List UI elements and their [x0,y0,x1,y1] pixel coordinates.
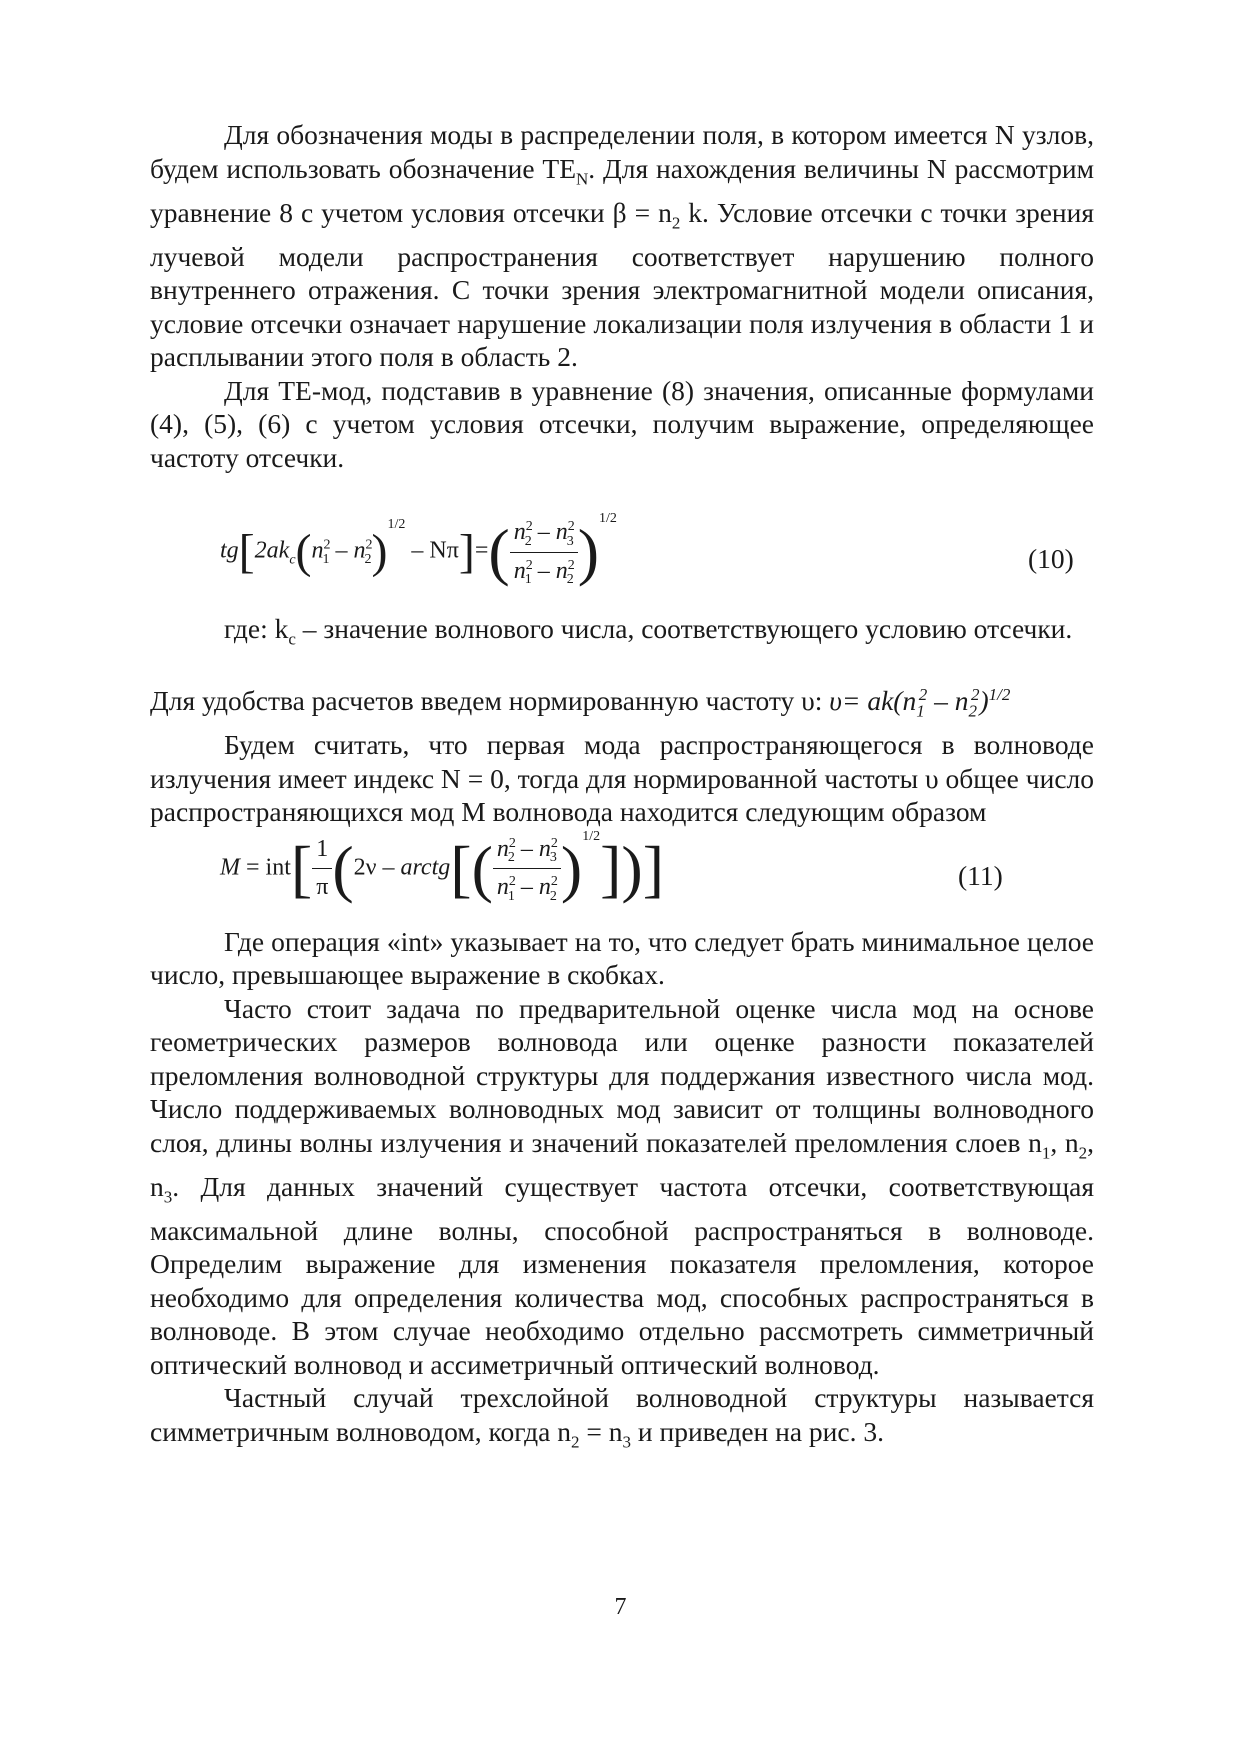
equation-10 [150,512,1094,606]
page-number: 7 [614,1594,627,1620]
equation-11-number: (11) [958,859,1003,891]
equation-10-number: (10) [1028,543,1074,574]
equation-11-expression: M = int[ $\frac{1}{\pi}$ (2ν – arctg[( $\frac{n^2_2 - n^2_3}{n^2_1 - n^2_2}$ )$^{1/2}$])] [220,829,665,904]
paragraph-int-operation: Где операция «int» указывает на то, что следует брать минимальное целое число, превышающее выражение в скобках. [150,925,1094,991]
equation-10-fraction: $\frac{n^2_2 - n^2_3}{n^2_1 - n^2_2}$ [510,516,578,588]
paragraph-mode-estimation: Часто стоит задача по предварительной оценке числа мод на основе геометрических размеров волновода или оценке разности показателей преломления волноводной структуры для поддержания известного числа мод. Число поддерживаемых волноводных мод зависит от толщины волноводного слоя, длины волны излучения и значений показателей преломления слоев $n_1$, $n_2$, $n_3$. Для данных значений существует частота отсечки, соответствующая максимальной длине волны, способной распространяться в волноводе. Определим выражение для изменения показателя преломления, которое необходимо для определения количества мод, способных распространяться в волноводе. В этом случае необходимо отдельно рассмотреть симметричный оптический волновод и ассиметричный оптический волновод. [150,992,1095,1380]
normalized-frequency-line: Для удобства расчетов введем нормированную частоту υ: $\upsilon= ak(n_1^2 - n_2^2)^{1/2}$ [150,685,1011,721]
where-kc-line: где: $k_c$ – значение волнового числа, соответствующего условию отсечки. [224,613,1073,649]
page-body [150,118,1094,1459]
paragraph-te-modes: Для ТЕ-мод, подставив в уравнение (8) значения, описанные формулами (4), (5), (6) с учетом условия отсечки, получим выражение, определяющее частоту отсечки. [150,374,1094,473]
equation-11 [150,831,1094,925]
paragraph-mode-notation: Для обозначения моды в распределении поля, в котором имеется N узлов, будем использовать обозначение $TE_N$. Для нахождения величины N рассмотрим уравнение 8 с учетом условия отсечки $\beta = n_2$ k. Условие отсечки с точки зрения лучевой модели распространения соответствует нарушению полного внутреннего отражения. С точки зрения электромагнитной модели описания, условие отсечки означает нарушение локализации поля излучения в области 1 и расплывании этого поля в область 2. [150,119,1094,372]
equation-11-fraction: $\frac{n^2_2 - n^2_3}{n^2_1 - n^2_2}$ [493,833,561,905]
paragraph-symmetric-waveguide: Частный случай трехслойной волноводной структуры называется симметричным волноводом, когда $n_2 = n_3$ и приведен на рис. 3. [150,1382,1094,1452]
equation-10-expression: $tg[2ak_c(n^2_1 - n^2_2)^{1/2} - N\pi]=$( $\frac{n^2_2 - n^2_3}{n^2_1 - n^2_2}$ )$^{1/2}$ [220,510,617,588]
paragraph-first-mode: Будем считать, что первая мода распространяющегося в волноводе излучения имеет индекс N = 0, тогда для нормированной частоты υ общее число распространяющихся мод М волновода находится следующим образом [150,729,1094,828]
